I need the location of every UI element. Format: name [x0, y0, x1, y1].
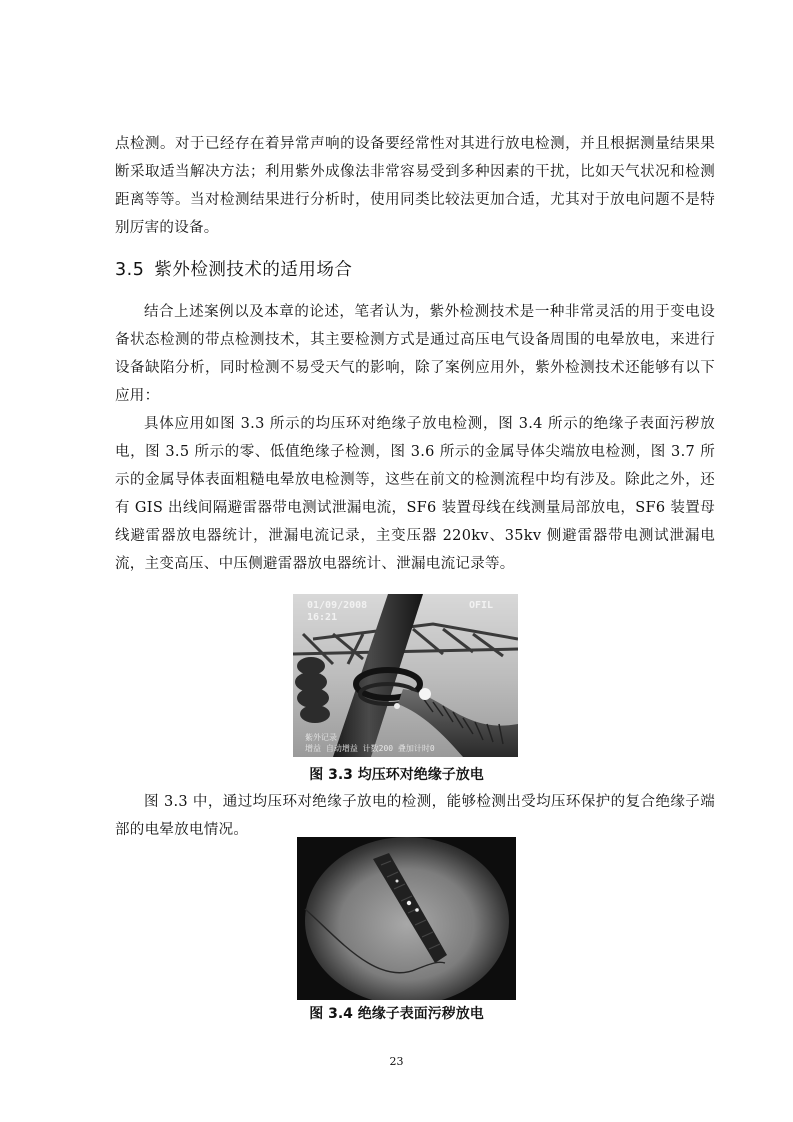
section-title: 紫外检测技术的适用场合: [154, 260, 353, 280]
section-number: 3.5: [115, 260, 145, 280]
figure-3-4-image: [297, 837, 516, 1000]
page-number: 23: [389, 1055, 404, 1068]
paragraph-intro: 结合上述案例以及本章的论述，笔者认为，紫外检测技术是一种非常灵活的用于变电设备状态检测的带点检测技术，其主要检测方式是通过高压电气设备周围的电晕放电，来进行设备缺陷分析，同时检测不易受天气的影响，除了案例应用外，紫外检测技术还能够有以下应用：: [115, 304, 715, 404]
figure-3-4-caption: 图 3.4 绝缘子表面污秽放电: [309, 1006, 484, 1022]
osd-record-label: 紫外记录: [305, 733, 337, 742]
figure-3-3-caption: 图 3.3 均压环对绝缘子放电: [309, 767, 484, 783]
paragraph-continuation: [115, 130, 715, 242]
figure-3-3-image: [293, 594, 518, 757]
osd-time: 16:21: [307, 612, 338, 623]
osd-date: 01/09/2008: [307, 600, 368, 611]
section-body: [115, 298, 715, 578]
osd-mode: OFIL: [469, 600, 494, 611]
paragraph-applications: 具体应用如图 3.3 所示的均压环对绝缘子放电检测，图 3.4 所示的绝缘子表面污秽放电，图 3.5 所示的零、低值绝缘子检测，图 3.6 所示的金属导体尖端放电检测，图 3.7 所示的金属导体表面粗糙电晕放电检测等，这些在前文的检测流程中均有涉及。除此之外，还有 GIS 出线间隔避雷器带电测试泄漏电流，SF6 装置母线在线测量局部放电，SF6 装置母线避雷器放电器统计，泄漏电流记录，主变压器 220kv、35kv 侧避雷器带电测试泄漏电流，主变高压、中压侧避雷器放电器统计、泄漏电流记录等。: [115, 416, 715, 572]
figure-3-3-discussion: [115, 788, 715, 844]
osd-status-line: 增益 自动增益 计数200 叠加计时0: [305, 744, 435, 753]
paragraph-text: 点检测。对于已经存在着异常声响的设备要经常性对其进行放电检测，并且根据测量结果果断采取适当解决方法；利用紫外成像法非常容易受到多种因素的干扰，比如天气状况和检测距离等等。当对检测结果进行分析时，使用同类比较法更加合适，尤其对于放电问题不是特别厉害的设备。: [115, 136, 715, 236]
section-heading: [115, 256, 362, 281]
paragraph-text: 图 3.3 中，通过均压环对绝缘子放电的检测，能够检测出受均压环保护的复合绝缘子端部的电晕放电情况。: [115, 794, 715, 838]
